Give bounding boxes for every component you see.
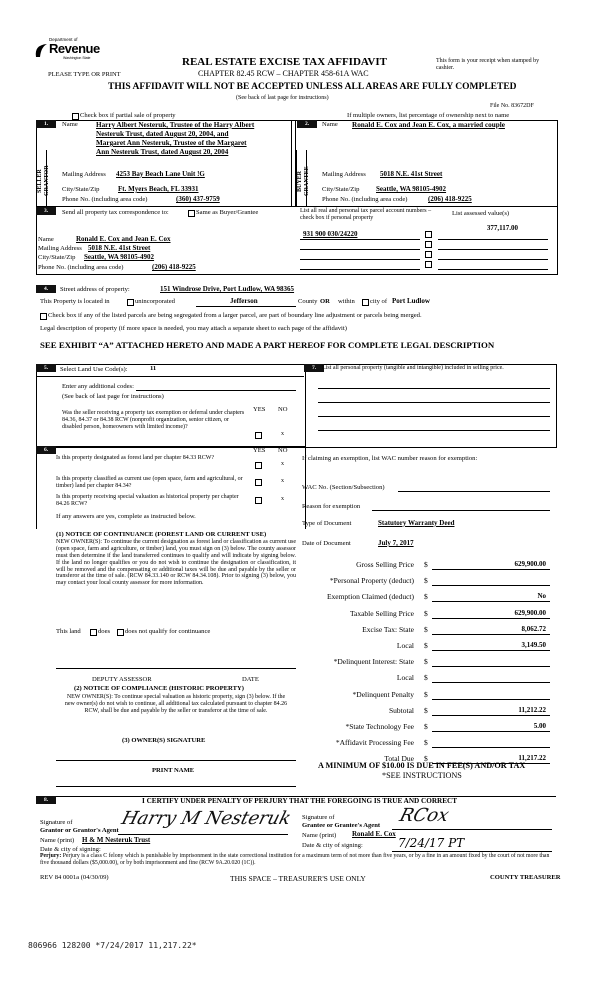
corr-name: Ronald E. Cox and Jean E. Cox xyxy=(76,235,171,243)
multiple-owners-note: If multiple owners, list percentage of ownership next to name xyxy=(347,112,510,119)
or-label: OR xyxy=(320,298,330,305)
additional-codes-label: Enter any additional codes: xyxy=(62,383,134,390)
s6-q2-yes-checkbox[interactable] xyxy=(255,479,262,486)
section-7-num: 7. xyxy=(304,364,324,372)
calc-underline xyxy=(432,682,550,683)
buyer-city: Seattle, WA 98105-4902 xyxy=(376,185,447,193)
receipt-note: This form is your receipt when stamped by cashier. xyxy=(436,58,540,71)
parcel-personal-checkbox-3[interactable] xyxy=(425,251,432,258)
seller-name-label: Name xyxy=(62,121,78,128)
calc-underline xyxy=(432,666,550,667)
does-label: does xyxy=(98,628,111,635)
land-use-code: 11 xyxy=(150,365,157,372)
grantee-agent-label: Grantee or Grantee's Agent xyxy=(302,822,381,829)
dollar-sign: $ xyxy=(424,689,428,699)
county-label: County xyxy=(298,298,318,305)
logo-dept: Department of xyxy=(49,37,78,42)
minimum-note: A MINIMUM OF $10.00 IS DUE IN FEE(S) AND/OR TAX xyxy=(318,761,526,770)
calc-value: 11,217.22 xyxy=(518,754,546,763)
grantee-signature: RCox xyxy=(397,805,452,826)
within-label: within xyxy=(338,298,355,305)
seller-name-3: Margaret Ann Nesteruk, Trustee of the Margaret xyxy=(96,139,247,147)
buyer-city-label: City/State/Zip xyxy=(322,186,360,193)
s6-if-any: If any answers are yes, complete as instructed below. xyxy=(56,513,196,520)
calc-value: No xyxy=(537,592,546,601)
corr-mail-label: Mailing Address xyxy=(38,245,82,252)
same-as-buyer-label: Same as Buyer/Grantee xyxy=(196,209,259,216)
county-treasurer-label: COUNTY TREASURER xyxy=(490,874,561,881)
located-label: This Property is located in xyxy=(40,298,110,305)
deputy-assessor-label: DEPUTY ASSESSOR xyxy=(92,676,152,683)
segregated-label: Check box if any of the listed parcels are being segregated from a larger parcel, are part of boundary line adjustment or parcels being merged. xyxy=(48,312,422,319)
grantor-date-label: Date & city of signing: xyxy=(40,846,101,853)
section-5-num: 5. xyxy=(36,364,56,372)
seller-mail: 4253 Bay Beach Lane Unit !G xyxy=(116,170,205,178)
property-street: 151 Windrose Drive, Port Ludlow, WA 98365 xyxy=(160,285,295,293)
calc-label: *State Technology Fee xyxy=(345,722,414,731)
grantor-name: H & M Nesteruk Trust xyxy=(82,836,151,844)
calc-label: Exemption Claimed (deduct) xyxy=(326,592,414,602)
doc-date: July 7, 2017 xyxy=(378,539,414,547)
dollar-sign: $ xyxy=(424,657,428,667)
section-7-box xyxy=(304,364,557,448)
dollar-sign: $ xyxy=(424,705,428,715)
print-name-label: PRINT NAME xyxy=(152,767,195,774)
dollar-sign: $ xyxy=(424,560,428,569)
dollar-sign: $ xyxy=(424,641,428,650)
grantor-sig-of: Signature of xyxy=(40,819,73,826)
grantor-signature: Harry M Nesteruk xyxy=(119,808,294,829)
does-not-label: does not qualify for continuance xyxy=(125,628,211,635)
buyer-phone-label: Phone No. (including area code) xyxy=(322,196,408,203)
form-title: REAL ESTATE EXCISE TAX AFFIDAVIT xyxy=(182,56,387,68)
s5-question: Was the seller receiving a property tax exemption or deferral under chapters 84.36, 84.37 or 84.38 RCW (nonprofit organization, senior citizen, or disabled person, homeowners with limited income)? xyxy=(62,410,245,430)
street-label: Street address of property: xyxy=(60,286,130,293)
form-chapter: CHAPTER 82.45 RCW – CHAPTER 458-61A WAC xyxy=(198,69,369,78)
calc-label: Local xyxy=(396,641,414,650)
s6-q1-yes-checkbox[interactable] xyxy=(255,462,262,469)
calc-underline xyxy=(432,569,550,570)
calc-label: Taxable Selling Price xyxy=(349,608,414,618)
section-8-num: 8. xyxy=(36,796,56,804)
s6-q3: Is this property receiving special valuation as historical property per chapter 84.26 RCW? xyxy=(56,494,239,507)
date-label: DATE xyxy=(242,676,259,683)
certify-statement: I CERTIFY UNDER PENALTY OF PERJURY THAT THE FOREGOING IS TRUE AND CORRECT xyxy=(142,797,457,805)
same-as-buyer-checkbox[interactable] xyxy=(188,210,195,217)
seller-name-2: Nesteruk Trust, dated August 20, 2004, and xyxy=(96,130,229,138)
personal-property-label: List all personal property (tangible and intangible) included in selling price. xyxy=(322,365,504,371)
doc-type-label: Type of Document xyxy=(302,520,352,527)
calc-label: Local xyxy=(396,673,414,683)
grantee-name: Ronald E. Cox xyxy=(352,830,396,838)
calc-value: 3,149.50 xyxy=(521,641,546,649)
land-use-label: Select Land Use Code(s): xyxy=(60,366,128,373)
calc-underline xyxy=(432,585,550,586)
s6-q2: Is this property classified as current use (open space, farm and agricultural, or timber) land per chapter 84.34? xyxy=(56,476,243,489)
see-exhibit: SEE EXHIBIT “A” ATTACHED HERETO AND MADE A PART HEREOF FOR COMPLETE LEGAL DESCRIPTION xyxy=(40,340,495,350)
buyer-mail-label: Mailing Address xyxy=(322,171,366,178)
calc-label: Gross Selling Price xyxy=(356,560,414,569)
grantee-sig-of: Signature of xyxy=(302,814,335,821)
corr-phone-label: Phone No. (including area code) xyxy=(38,264,124,271)
seller-phone: (360) 437-9759 xyxy=(176,195,220,203)
s6-no: NO xyxy=(278,447,288,454)
logo-state: Washington State xyxy=(63,56,91,60)
parcel-number: 931 900 030/24220 xyxy=(303,230,358,238)
buyer-phone: (206) 418-9225 xyxy=(428,195,472,203)
assessed-value: 377,117.00 xyxy=(486,224,518,232)
grantee-date-label: Date & city of signing: xyxy=(302,842,363,849)
see-instructions: *SEE INSTRUCTIONS xyxy=(382,771,462,780)
corr-phone: (206) 418-9225 xyxy=(152,263,196,271)
calc-label: *Personal Property (deduct) xyxy=(329,576,414,586)
dollar-sign: $ xyxy=(424,592,428,602)
calc-underline xyxy=(432,715,550,716)
calc-label: Total Due xyxy=(384,754,414,764)
city-checkbox[interactable] xyxy=(362,299,369,306)
seller-phone-label: Phone No. (including area code) xyxy=(62,196,148,203)
parcel-header: List all real and personal tax parcel account numbers – check box if personal property xyxy=(300,208,432,221)
grantee-date: 7/24/17 PT xyxy=(398,836,465,850)
calc-underline xyxy=(432,634,550,635)
corr-city-label: City/State/Zip xyxy=(38,254,76,261)
segregated-checkbox[interactable] xyxy=(40,313,47,320)
notice2-title: (2) NOTICE OF COMPLIANCE (HISTORIC PROPERTY) xyxy=(74,685,244,692)
perjury-body: Perjury is a class C felony which is punishable by imprisonment in the state correctional institution for a maximum term of not more than five years, or by a fine in an amount fixed by the court of not more than five thousand dollars ($5,000.00), or by both imprisonment and fine (RCW 9A.20.020 (1C)). xyxy=(40,853,550,866)
dor-logo xyxy=(33,37,100,67)
calc-underline xyxy=(432,731,550,732)
s6-yes: YES xyxy=(253,447,266,454)
cashier-stamp: 806966 128200 *7/24/2017 11,217.22* xyxy=(28,941,197,950)
correspondence-label: Send all property tax correspondence to: xyxy=(62,209,169,216)
wac-claim-label: If claiming an exemption, list WAC number reason for exemption: xyxy=(302,455,478,462)
owner-signature-label: (3) OWNER(S) SIGNATURE xyxy=(122,737,206,744)
corr-city: Seattle, WA 98105-4902 xyxy=(84,253,155,261)
section-1-num: 1. xyxy=(36,120,56,128)
seller-grantor-tag: SELLER GRANTOR xyxy=(37,165,51,197)
parcel-personal-checkbox-2[interactable] xyxy=(425,241,432,248)
seller-name-1: Harry Albert Nesteruk, Trustee of the Harry Albert xyxy=(96,121,255,129)
section-3-num: 3. xyxy=(36,207,56,215)
corr-mail: 5018 N.E. 41st Street xyxy=(88,244,151,252)
perjury-label: Perjury: xyxy=(40,853,62,859)
dollar-sign: $ xyxy=(424,754,428,764)
this-land-label: This land xyxy=(56,628,81,635)
see-back: (See back of last page for instructions) xyxy=(236,95,329,101)
wac-no-label: WAC No. (Section/Subsection) xyxy=(302,484,385,491)
s5-yes-checkbox[interactable] xyxy=(255,432,262,439)
doc-date-label: Date of Document xyxy=(302,540,351,547)
city-of-label: city of xyxy=(370,298,388,305)
grantee-name-label: Name (print) xyxy=(302,832,337,839)
unincorporated-checkbox[interactable] xyxy=(127,299,134,306)
calc-underline xyxy=(432,601,550,602)
s6-q3-no-mark: x xyxy=(281,496,284,502)
buyer-name: Ronald E. Cox and Jean E. Cox, a married couple xyxy=(352,121,505,129)
calc-value: 629,900.00 xyxy=(514,608,546,617)
s5-see-back: (See back of last page for instructions) xyxy=(62,393,164,400)
notice1-title: (1) NOTICE OF CONTINUANCE (FOREST LAND OR CURRENT USE) xyxy=(56,531,267,538)
s6-q3-yes-checkbox[interactable] xyxy=(255,497,262,504)
treasurer-use-label: THIS SPACE – TREASURER'S USE ONLY xyxy=(230,874,366,883)
section-4-num: 4. xyxy=(36,285,56,293)
form-revision: REV 84 0001a (04/30/09) xyxy=(40,874,109,881)
does-not-checkbox[interactable] xyxy=(117,629,124,636)
dollar-sign: $ xyxy=(424,624,428,634)
doc-type: Statutory Warranty Deed xyxy=(378,519,455,527)
calc-label: Subtotal xyxy=(388,705,414,715)
calc-underline xyxy=(432,747,550,748)
legal-description-label: Legal description of property (if more space is needed, you may attach a separate sheet to each page of the affidavit) xyxy=(40,325,347,332)
reason-label: Reason for exemption xyxy=(302,503,361,510)
perjury-text xyxy=(40,853,552,866)
calc-label: *Delinquent Penalty xyxy=(352,689,414,699)
s6-q1-no-mark: x xyxy=(281,461,284,467)
notice1-text: NEW OWNER(S): To continue the current designation as forest land or classification as current use (open space, farm and agriculture, or timber) land, you must sign on (3) below. The county assessor must then determine if the land transferred continues to qualify and will indicate by signing below. If the land no longer qualifies or you do not wish to continue the designation or classification, it will be removed and the compensating or additional taxes will be due and payable by the seller or transferor at the time of sale. (RCW 84.33.140 or RCW 84.34.108). Prior to signing (3) below, you may contact your local county assessor for more information. xyxy=(56,539,296,587)
calc-value: 11,212.22 xyxy=(518,705,546,714)
county-value: Jefferson xyxy=(230,297,258,305)
calc-underline xyxy=(432,699,550,700)
calc-label: Excise Tax: State xyxy=(362,624,414,634)
file-no: File No. 83672DF xyxy=(490,103,534,109)
please-type: PLEASE TYPE OR PRINT xyxy=(48,71,121,78)
does-checkbox[interactable] xyxy=(90,629,97,636)
dollar-sign: $ xyxy=(424,738,428,748)
notice2-text: NEW OWNER(S): To continue special valuation as historic property, sign (3) below. If the new owner(s) do not wish to continue, all additional tax calculated pursuant to chapter 84.26 RCW, shall be due and payable by the seller or transferor at the time of sale. xyxy=(64,694,288,714)
s6-q2-no-mark: x xyxy=(281,478,284,484)
calc-underline xyxy=(432,650,550,651)
logo-name: Revenue xyxy=(49,41,100,56)
seller-city: Ft. Myers Beach, FL 33931 xyxy=(118,185,199,193)
s6-q1: Is this property designated as forest land per chapter 84.33 RCW? xyxy=(56,455,215,461)
calc-value: 629,900.00 xyxy=(514,560,546,568)
seller-city-label: City/State/Zip xyxy=(62,186,100,193)
buyer-name-label: Name xyxy=(322,121,338,128)
s5-yes: YES xyxy=(253,406,266,413)
dollar-sign: $ xyxy=(424,722,428,731)
grantor-agent-label: Grantor or Grantor's Agent xyxy=(40,827,119,834)
partial-sale-checkbox[interactable] xyxy=(72,113,79,120)
s5-no: NO xyxy=(278,406,288,413)
assessed-header: List assessed value(s) xyxy=(452,210,510,217)
section-2-num: 2. xyxy=(297,120,317,128)
dollar-sign: $ xyxy=(424,673,428,683)
dollar-sign: $ xyxy=(424,608,428,618)
unincorporated-label: unincorporated xyxy=(135,298,175,305)
city-value: Port Ludlow xyxy=(392,297,430,305)
calc-label: *Affidavit Processing Fee xyxy=(335,738,414,748)
partial-sale-label: Check box if partial sale of property xyxy=(80,112,176,119)
seller-mail-label: Mailing Address xyxy=(62,171,106,178)
buyer-grantee-tag: BUYER GRANTEE xyxy=(297,166,311,196)
section-6-num: 6. xyxy=(36,446,56,454)
calc-label: *Delinquent Interest: State xyxy=(333,657,414,667)
corr-name-label: Name xyxy=(38,236,54,243)
calc-underline xyxy=(432,618,550,619)
parcel-personal-checkbox-1[interactable] xyxy=(425,231,432,238)
warning: THIS AFFIDAVIT WILL NOT BE ACCEPTED UNLESS ALL AREAS ARE FULLY COMPLETED xyxy=(108,82,517,92)
s5-no-mark: x xyxy=(281,431,284,437)
parcel-personal-checkbox-4[interactable] xyxy=(425,261,432,268)
seller-name-4: Ann Nesteruk Trust, dated August 20, 2004 xyxy=(96,148,229,156)
dollar-sign: $ xyxy=(424,576,428,586)
calc-value: 8,062.72 xyxy=(521,624,546,633)
buyer-mail: 5018 N.E. 41st Street xyxy=(380,170,443,178)
grantor-name-label: Name (print) xyxy=(40,837,75,844)
calc-value: 5.00 xyxy=(533,722,546,730)
